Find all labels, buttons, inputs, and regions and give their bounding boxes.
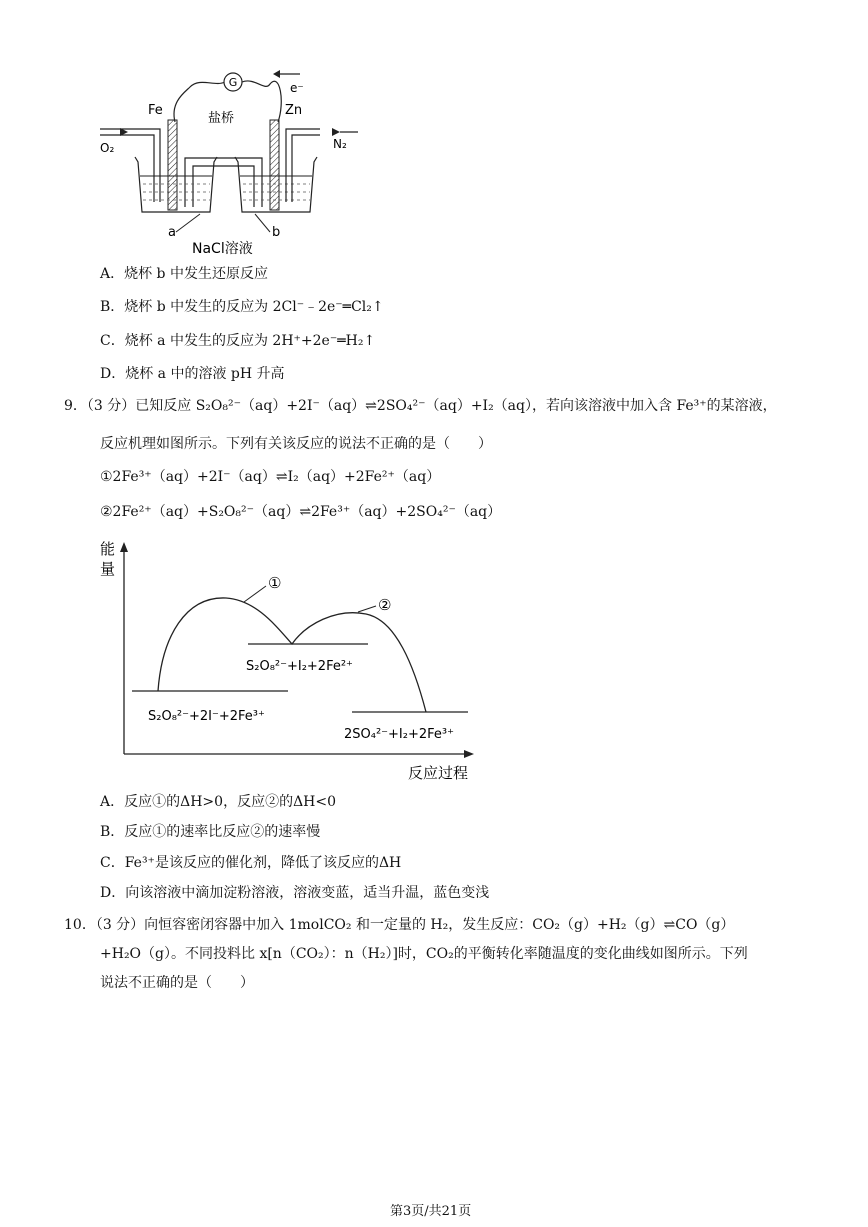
beaker-b-label: b bbox=[272, 225, 281, 240]
zn-label: Zn bbox=[285, 103, 303, 118]
electron-label: e⁻ bbox=[290, 81, 304, 95]
n2-inlet-tube bbox=[286, 129, 320, 202]
fe-label: Fe bbox=[148, 103, 163, 118]
salt-bridge-label: 盐桥 bbox=[208, 111, 235, 126]
q9-stem-line2: 反应机理如图所示。下列有关该反应的说法不正确的是（ ） bbox=[100, 436, 492, 452]
q10-stem-line3: 说法不正确的是（ ） bbox=[100, 975, 254, 991]
y-axis-label-1: 能 bbox=[100, 540, 116, 558]
o2-inlet-tube bbox=[100, 129, 160, 202]
x-axis-arrow-icon bbox=[464, 750, 474, 758]
galvanometer-label: G bbox=[228, 76, 238, 89]
zn-electrode bbox=[270, 120, 279, 210]
o2-label: O₂ bbox=[100, 141, 115, 155]
level-end-label: 2SO₄²⁻+I₂+2Fe³⁺ bbox=[344, 727, 454, 742]
reaction-curve bbox=[158, 598, 426, 712]
y-axis-arrow-icon bbox=[120, 542, 128, 552]
x-axis-label: 反应过程 bbox=[408, 764, 469, 782]
energy-profile-figure bbox=[96, 536, 486, 786]
q9-option-b: B．反应①的速率比反应②的速率慢 bbox=[100, 824, 321, 840]
q8-option-b: B．烧杯 b 中发生的反应为 2Cl⁻﹣2e⁻═Cl₂↑ bbox=[100, 299, 384, 315]
q9-option-c: C．Fe³⁺是该反应的催化剂，降低了该反应的ΔH bbox=[100, 855, 402, 871]
beaker-a-label: a bbox=[168, 225, 176, 240]
q9-step1: ①2Fe³⁺（aq）+2I⁻（aq）⇌I₂（aq）+2Fe²⁺（aq） bbox=[100, 469, 441, 485]
q10-stem-line2: +H₂O（g）。不同投料比 x[n（CO₂）：n（H₂）]时，CO₂的平衡转化率随温度的变化曲线如图所示。下列 bbox=[100, 946, 748, 962]
level-mid-label: S₂O₈²⁻+I₂+2Fe²⁺ bbox=[246, 659, 353, 674]
electron-arrow-icon bbox=[273, 70, 280, 78]
q8-option-a: A．烧杯 b 中发生还原反应 bbox=[100, 266, 268, 282]
q9-stem-line1: 9．（3 分）已知反应 S₂O₈²⁻（aq）+2I⁻（aq）⇌2SO₄²⁻（aq）+I₂（aq），若向该溶液中加入含 Fe³⁺的某溶液， bbox=[64, 398, 777, 414]
peak-2-label: ② bbox=[378, 596, 392, 614]
n2-label: N₂ bbox=[333, 137, 347, 151]
q9-step2: ②2Fe²⁺（aq）+S₂O₈²⁻（aq）⇌2Fe³⁺（aq）+2SO₄²⁻（aq） bbox=[100, 504, 502, 520]
peak-1-label: ① bbox=[268, 574, 282, 592]
wire-right bbox=[242, 81, 281, 122]
q10-stem-line1: 10．（3 分）向恒容密闭容器中加入 1molCO₂ 和一定量的 H₂，发生反应：CO₂（g）+H₂（g）⇌CO（g） bbox=[64, 917, 735, 933]
y-axis-label-2: 量 bbox=[100, 560, 116, 578]
electrochemical-cell-figure bbox=[90, 62, 380, 262]
level-start-label: S₂O₈²⁻+2I⁻+2Fe³⁺ bbox=[148, 709, 265, 724]
q8-option-c: C．烧杯 a 中发生的反应为 2H⁺+2e⁻═H₂↑ bbox=[100, 333, 376, 349]
q9-option-d: D．向该溶液中滴加淀粉溶液，溶液变蓝，适当升温，蓝色变浅 bbox=[100, 885, 490, 901]
fe-electrode bbox=[168, 120, 177, 210]
page-number: 第3页/共21页 bbox=[390, 1204, 472, 1219]
q8-option-d: D．烧杯 a 中的溶液 pH 升高 bbox=[100, 366, 285, 382]
q9-option-a: A．反应①的ΔH>0，反应②的ΔH<0 bbox=[100, 794, 337, 810]
solution-label: NaCl溶液 bbox=[192, 241, 253, 257]
